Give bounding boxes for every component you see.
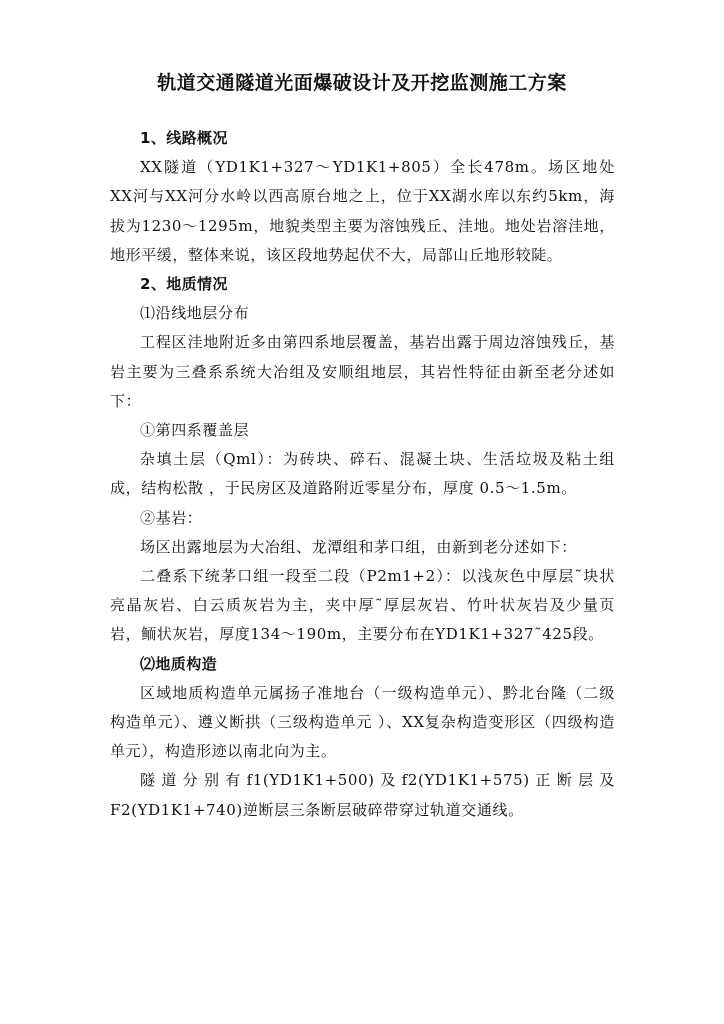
subheading-strata-distribution: ⑴沿线地层分布	[140, 304, 250, 323]
document-title: 轨道交通隧道光面爆破设计及开挖监测施工方案	[157, 72, 567, 94]
paragraph-maokou-formation: 二叠系下统茅口组一段至二段（P2m1+2）：以浅灰色中厚层˜块状亮晶灰岩、白云质灰岩为主，夹中厚˜厚层灰岩、竹叶状灰岩及少量页岩，鲕状灰岩，厚度134～190m，主要分布在YD1K1+327˜425段。	[110, 567, 615, 644]
paragraph-bedrock-intro: 场区出露地层为大冶组、龙潭组和茅口组，由新到老分述如下：	[140, 537, 577, 556]
paragraph-structure-units: 区域地质构造单元属扬子准地台（一级构造单元）、黔北台隆（二级构造单元）、遵义断拱（三级构造单元 ）、XX复杂构造变形区（四级构造单元），构造形迹以南北向为主。	[110, 683, 615, 761]
item-quaternary-cover: ①第四系覆盖层	[140, 421, 250, 440]
paragraph-faults: 隧道分别有f1(YD1K1+500)及f2(YD1K1+575)正断层及F2(YD1K1+740)逆断层三条断层破碎带穿过轨道交通线。	[110, 771, 615, 819]
paragraph-route-overview: XX隧道（YD1K1+327～YD1K1+805）全长478m。场区地处XX河与XX河分水岭以西高原台地之上，位于XX湖水库以东约5km，海拔为1230～1295m，地貌类型主要为溶蚀残丘、洼地。地处岩溶洼地，地形平缓，整体来说，该区段地势起伏不大，局部山丘地形较陡。	[110, 158, 615, 264]
document-body	[110, 124, 615, 825]
section-heading-geology: 2、地质情况	[140, 275, 228, 294]
paragraph-strata-intro: 工程区洼地附近多由第四系地层覆盖，基岩出露于周边溶蚀残丘，基岩主要为三叠系系统大冶组及安顺组地层，其岩性特征由新至老分述如下：	[110, 333, 615, 410]
subheading-geologic-structure: ⑵地质构造	[140, 654, 218, 673]
paragraph-fill-soil: 杂填土层（Qml）：为砖块、碎石、混凝土块、生活垃圾及粘土组成，结构松散 ，于民房区及道路附近零星分布，厚度 0.5～1.5m。	[110, 450, 615, 498]
item-bedrock: ②基岩：	[140, 508, 203, 527]
section-heading-route-overview: 1、线路概况	[140, 129, 228, 147]
